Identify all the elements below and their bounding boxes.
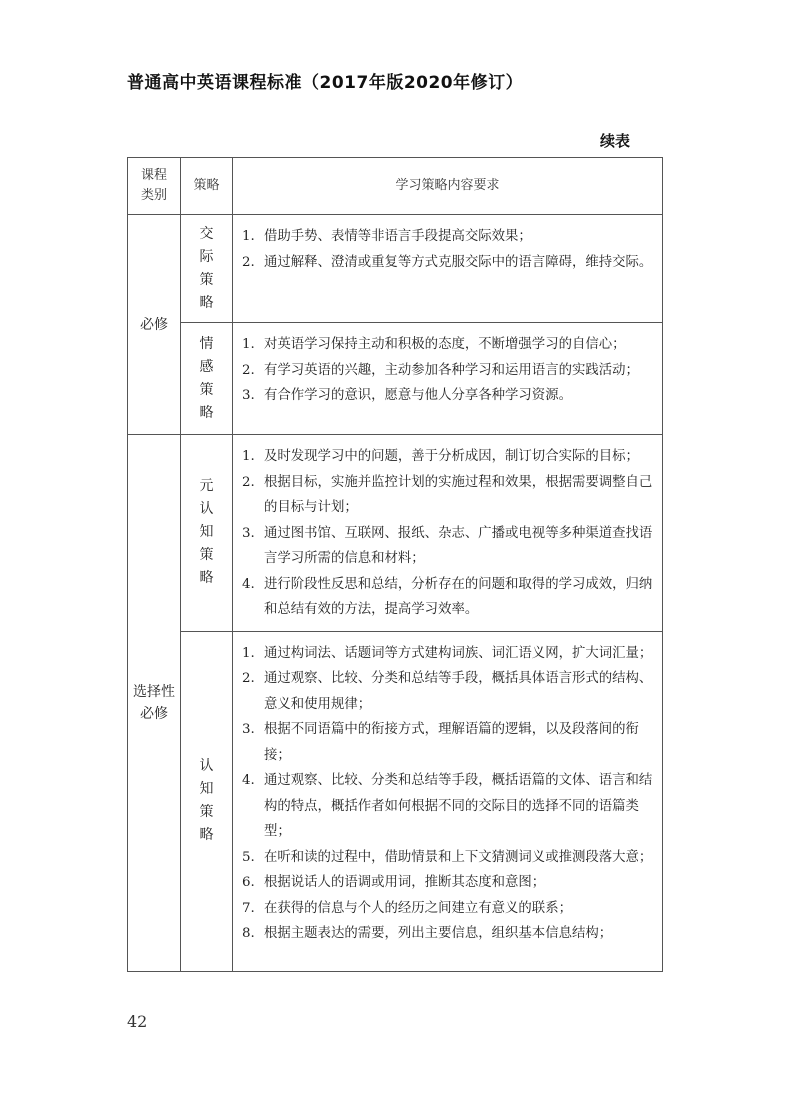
- strategy-char: 策: [199, 547, 214, 564]
- item-number: 2.: [242, 362, 255, 378]
- item-number: 4.: [242, 576, 255, 592]
- content-cell: [233, 323, 663, 435]
- requirement-item: [242, 717, 656, 768]
- requirement-item: [242, 572, 656, 623]
- item-number: 1.: [242, 229, 255, 244]
- item-number: 8.: [242, 926, 255, 941]
- item-number: 1.: [242, 337, 255, 352]
- item-text: 根据说话人的语调或用词，推断其态度和意图；: [264, 875, 546, 890]
- table-row: [128, 215, 663, 323]
- strategy-char: 感: [199, 358, 214, 375]
- course-category-line: 必修: [140, 705, 168, 722]
- item-number: 2.: [242, 474, 255, 490]
- item-number: 3.: [242, 525, 255, 541]
- requirement-item: [242, 521, 656, 572]
- header-category: [128, 158, 181, 215]
- content-cell: [233, 435, 663, 632]
- requirement-list: [242, 444, 656, 623]
- page-number: 42: [127, 1012, 148, 1031]
- item-number: 3.: [242, 722, 255, 737]
- item-text: 对英语学习保持主动和积极的态度，不断增强学习的自信心；: [264, 337, 626, 352]
- strategy-char: 情: [199, 335, 214, 352]
- requirement-item: [242, 470, 656, 521]
- item-text: 及时发现学习中的问题，善于分析成因，制订切合实际的目标；: [264, 449, 639, 464]
- strategy-char: 策: [199, 271, 214, 288]
- requirement-item: [242, 768, 656, 845]
- requirement-item: [242, 870, 656, 896]
- table-header-row: [128, 158, 663, 215]
- strategy-char: 略: [199, 404, 214, 421]
- strategy-cell: [181, 323, 233, 435]
- learning-strategy-table: [127, 157, 663, 972]
- requirement-item: [242, 383, 656, 409]
- item-number: 7.: [242, 900, 255, 916]
- requirement-item: [242, 444, 656, 470]
- strategy-cell: [181, 631, 233, 971]
- item-text: 根据主题表达的需要，列出主要信息，组织基本信息结构；: [264, 926, 613, 941]
- strategy-char: 交: [199, 225, 214, 242]
- course-category-cell: 必修: [128, 215, 181, 435]
- header-category-line: 课程: [140, 168, 167, 183]
- requirement-item: [242, 641, 656, 667]
- running-header: 普通高中英语课程标准（2017年版2020年修订）: [127, 73, 524, 93]
- item-text: 通过解释、澄清或重复等方式克服交际中的语言障碍，维持交际。: [264, 254, 653, 270]
- table-row: [128, 323, 663, 435]
- strategy-char: 际: [199, 248, 214, 265]
- strategy-char: 元: [199, 478, 214, 495]
- item-text: 有合作学习的意识，愿意与他人分享各种学习资源。: [264, 388, 572, 403]
- requirement-list: [242, 641, 656, 947]
- requirement-item: [242, 250, 656, 276]
- item-text: 通过观察、比较、分类和总结等手段，概括具体语言形式的结构、意义和使用规律；: [264, 671, 653, 712]
- strategy-cell: [181, 435, 233, 632]
- item-number: 6.: [242, 875, 255, 890]
- item-number: 2.: [242, 671, 255, 686]
- continued-label: 续表: [599, 132, 630, 150]
- item-text: 有学习英语的兴趣，主动参加各种学习和运用语言的实践活动；: [264, 362, 639, 378]
- strategy-char: 知: [199, 524, 214, 541]
- content-cell: [233, 631, 663, 971]
- requirement-item: [242, 666, 656, 717]
- item-number: 1.: [242, 449, 255, 464]
- item-text: 通过构词法、话题词等方式建构词族、词汇语义网，扩大词汇量；: [264, 645, 653, 661]
- strategy-char: 策: [199, 381, 214, 398]
- item-text: 借助手势、表情等非语言手段提高交际效果；: [264, 229, 532, 244]
- item-text: 根据目标，实施并监控计划的实施过程和效果，根据需要调整自己的目标与计划；: [264, 474, 653, 515]
- item-number: 1.: [242, 645, 255, 661]
- strategy-char: 知: [199, 781, 214, 797]
- header-strategy: 策略: [181, 158, 233, 215]
- item-number: 5.: [242, 849, 255, 865]
- strategy-char: 认: [199, 501, 214, 518]
- requirement-item: [242, 896, 656, 922]
- strategy-char: 略: [199, 294, 214, 311]
- course-category-cell: [128, 435, 181, 972]
- course-category-line: 选择性: [133, 683, 175, 700]
- item-text: 进行阶段性反思和总结，分析存在的问题和取得的学习成效，归纳和总结有效的方法，提高学习效率。: [264, 576, 653, 617]
- header-content: 学习策略内容要求: [233, 158, 663, 215]
- requirement-item: [242, 921, 656, 947]
- strategy-cell: [181, 215, 233, 323]
- item-text: 通过观察、比较、分类和总结等手段，概括语篇的文体、语言和结构的特点，概括作者如何根据不同的交际目的选择不同的语篇类型；: [264, 773, 653, 839]
- requirement-item: [242, 332, 656, 358]
- item-text: 在获得的信息与个人的经历之间建立有意义的联系；: [264, 900, 572, 916]
- item-text: 根据不同语篇中的衔接方式，理解语篇的逻辑，以及段落间的衔接；: [264, 722, 639, 763]
- strategy-char: 略: [199, 570, 214, 587]
- table-row: [128, 631, 663, 971]
- strategy-char: 略: [199, 827, 214, 843]
- item-number: 3.: [242, 388, 255, 403]
- item-text: 在听和读的过程中，借助情景和上下文猜测词义或推测段落大意；: [264, 849, 653, 865]
- strategy-char: 策: [199, 804, 214, 820]
- content-cell: [233, 215, 663, 323]
- requirement-item: [242, 845, 656, 871]
- strategy-char: 认: [199, 758, 214, 774]
- requirement-list: [242, 224, 656, 275]
- requirement-item: [242, 358, 656, 384]
- requirement-item: [242, 224, 656, 250]
- item-text: 通过图书馆、互联网、报纸、杂志、广播或电视等多种渠道查找语言学习所需的信息和材料；: [264, 525, 653, 566]
- header-category-line: 类别: [140, 188, 167, 203]
- item-number: 4.: [242, 773, 255, 788]
- requirement-list: [242, 332, 656, 409]
- table-row: [128, 435, 663, 632]
- item-number: 2.: [242, 254, 255, 270]
